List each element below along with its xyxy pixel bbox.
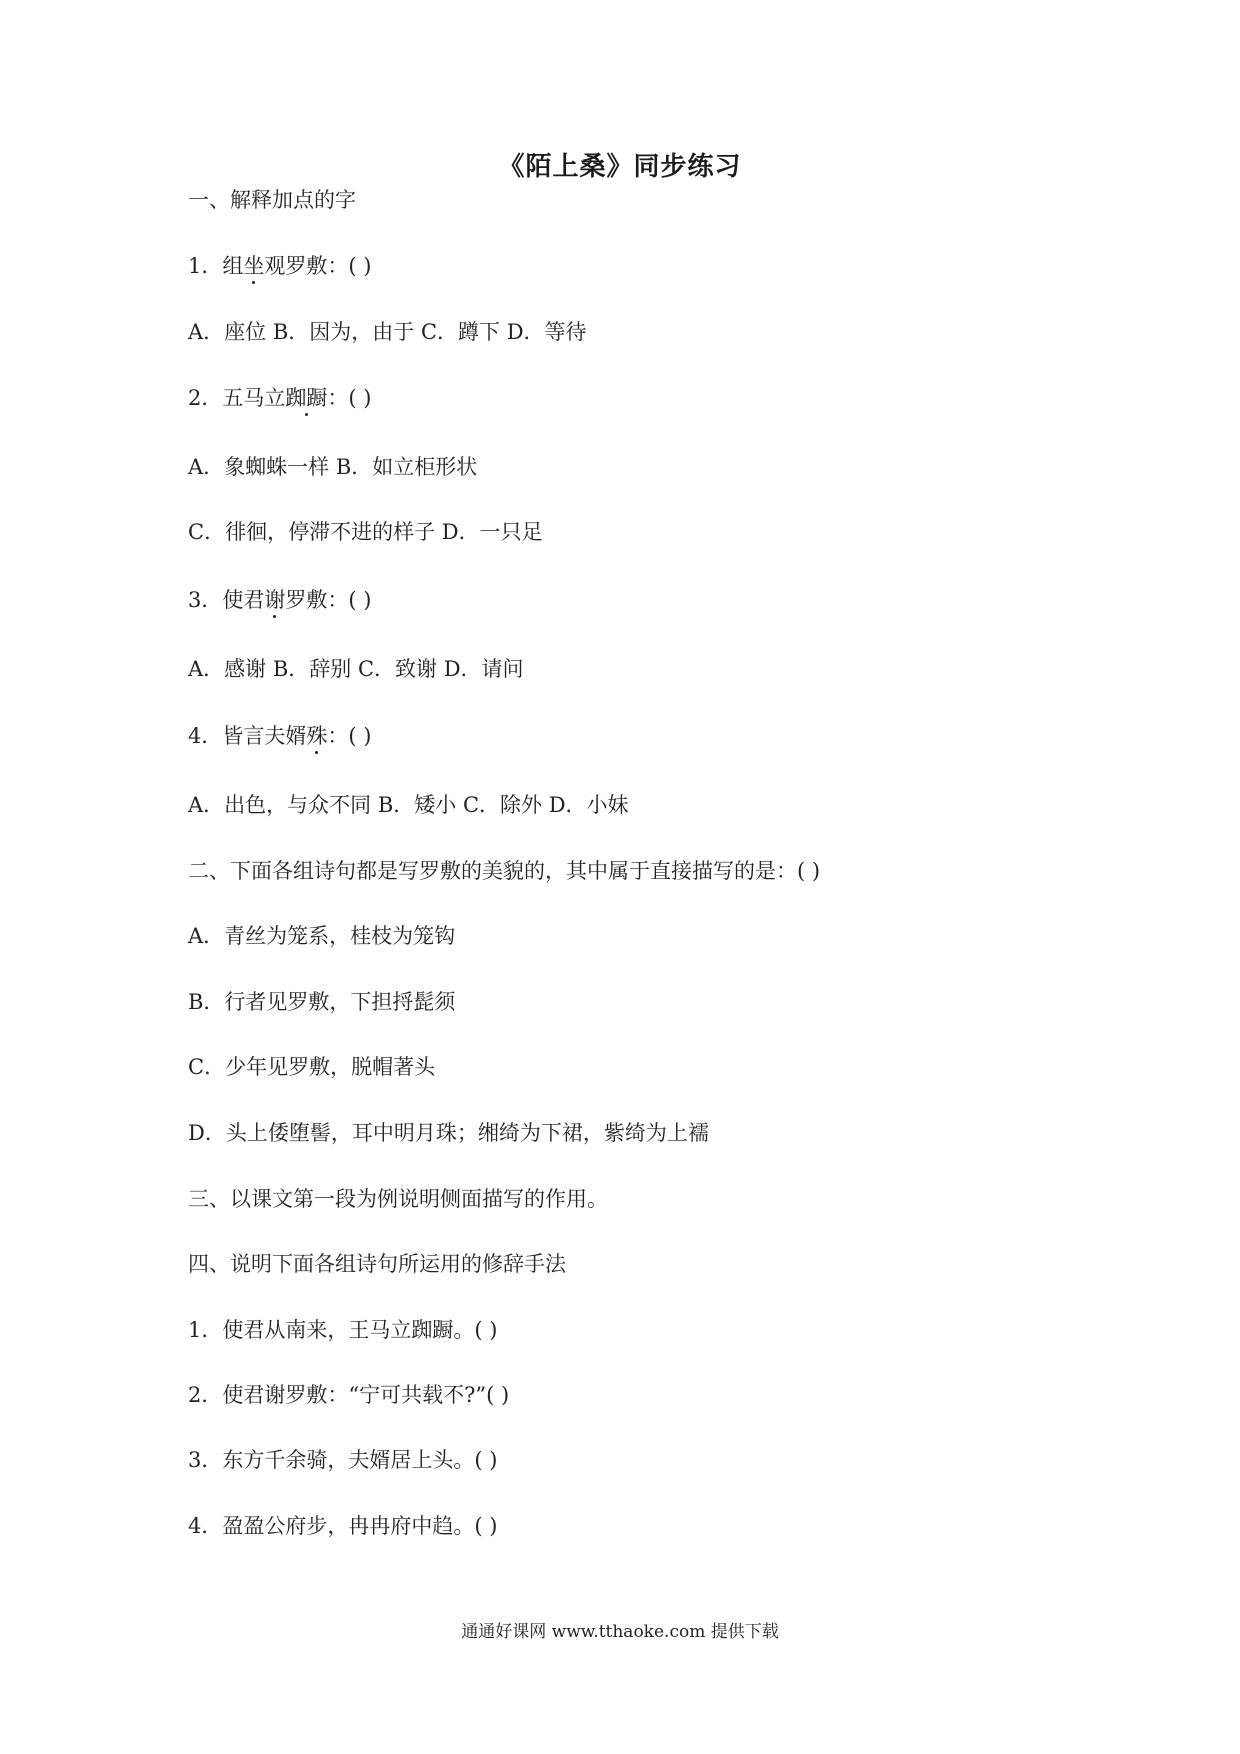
question-4 <box>188 722 371 750</box>
section4-heading: 四、说明下面各组诗句所运用的修辞手法 <box>188 1252 566 1276</box>
question-4-post: ：( ) <box>327 724 372 748</box>
question-3 <box>188 586 371 614</box>
question-2-dotted-chars: 踟蹰 <box>285 386 328 410</box>
question-3-options: A．感谢 B．辞别 C．致谢 D．请问 <box>188 657 524 681</box>
section4-item-3: 3．东方千余骑，夫婿居上头。( ) <box>188 1448 498 1472</box>
section4-item-1: 1．使君从南来，王马立踟蹰。( ) <box>188 1318 498 1342</box>
section2-option-a: A．青丝为笼系，桂枝为笼钩 <box>188 924 456 948</box>
section2-heading: 二、下面各组诗句都是写罗敷的美貌的，其中属于直接描写的是：( ) <box>188 859 821 883</box>
question-2-options-line-1: A．象蜘蛛一样 B．如立柜形状 <box>188 455 478 479</box>
question-2 <box>188 384 371 412</box>
question-2-pre: 2．五马立 <box>188 386 286 410</box>
page-title: 《陌上桑》同步练习 <box>498 152 742 182</box>
question-1-dotted-char: 坐 <box>243 254 265 278</box>
question-1 <box>188 252 371 280</box>
section4-item-4: 4．盈盈公府步，冉冉府中趋。( ) <box>188 1514 498 1538</box>
section3-heading: 三、以课文第一段为例说明侧面描写的作用。 <box>188 1187 608 1211</box>
section2-option-c: C．少年见罗敷，脱帽著头 <box>188 1055 436 1079</box>
question-2-options-line-2: C．徘徊，停滞不进的样子 D．一只足 <box>188 520 543 544</box>
question-1-post: 观罗敷：( ) <box>264 254 372 278</box>
section2-option-d: D．头上倭堕髻，耳中明月珠；缃绮为下裙，紫绮为上襦 <box>188 1121 709 1145</box>
question-1-options: A．座位 B．因为，由于 C．蹲下 D．等待 <box>188 320 587 344</box>
question-3-post: 罗敷：( ) <box>285 588 372 612</box>
question-2-post: ：( ) <box>327 386 372 410</box>
page-footer: 通通好课网 www.tthaoke.com 提供下载 <box>461 1622 779 1642</box>
question-4-options: A．出色，与众不同 B．矮小 C．除外 D．小妹 <box>188 793 629 817</box>
section2-option-b: B．行者见罗敷，下担捋髭须 <box>188 990 456 1014</box>
question-1-pre: 1．组 <box>188 254 244 278</box>
question-3-pre: 3．使君 <box>188 588 265 612</box>
section1-heading: 一、解释加点的字 <box>188 188 356 212</box>
question-4-pre: 4．皆言夫婿 <box>188 724 307 748</box>
question-4-dotted-char: 殊 <box>306 724 328 748</box>
question-3-dotted-char: 谢 <box>264 588 286 612</box>
section4-item-2: 2．使君谢罗敷：“宁可共载不?”( ) <box>188 1383 510 1407</box>
